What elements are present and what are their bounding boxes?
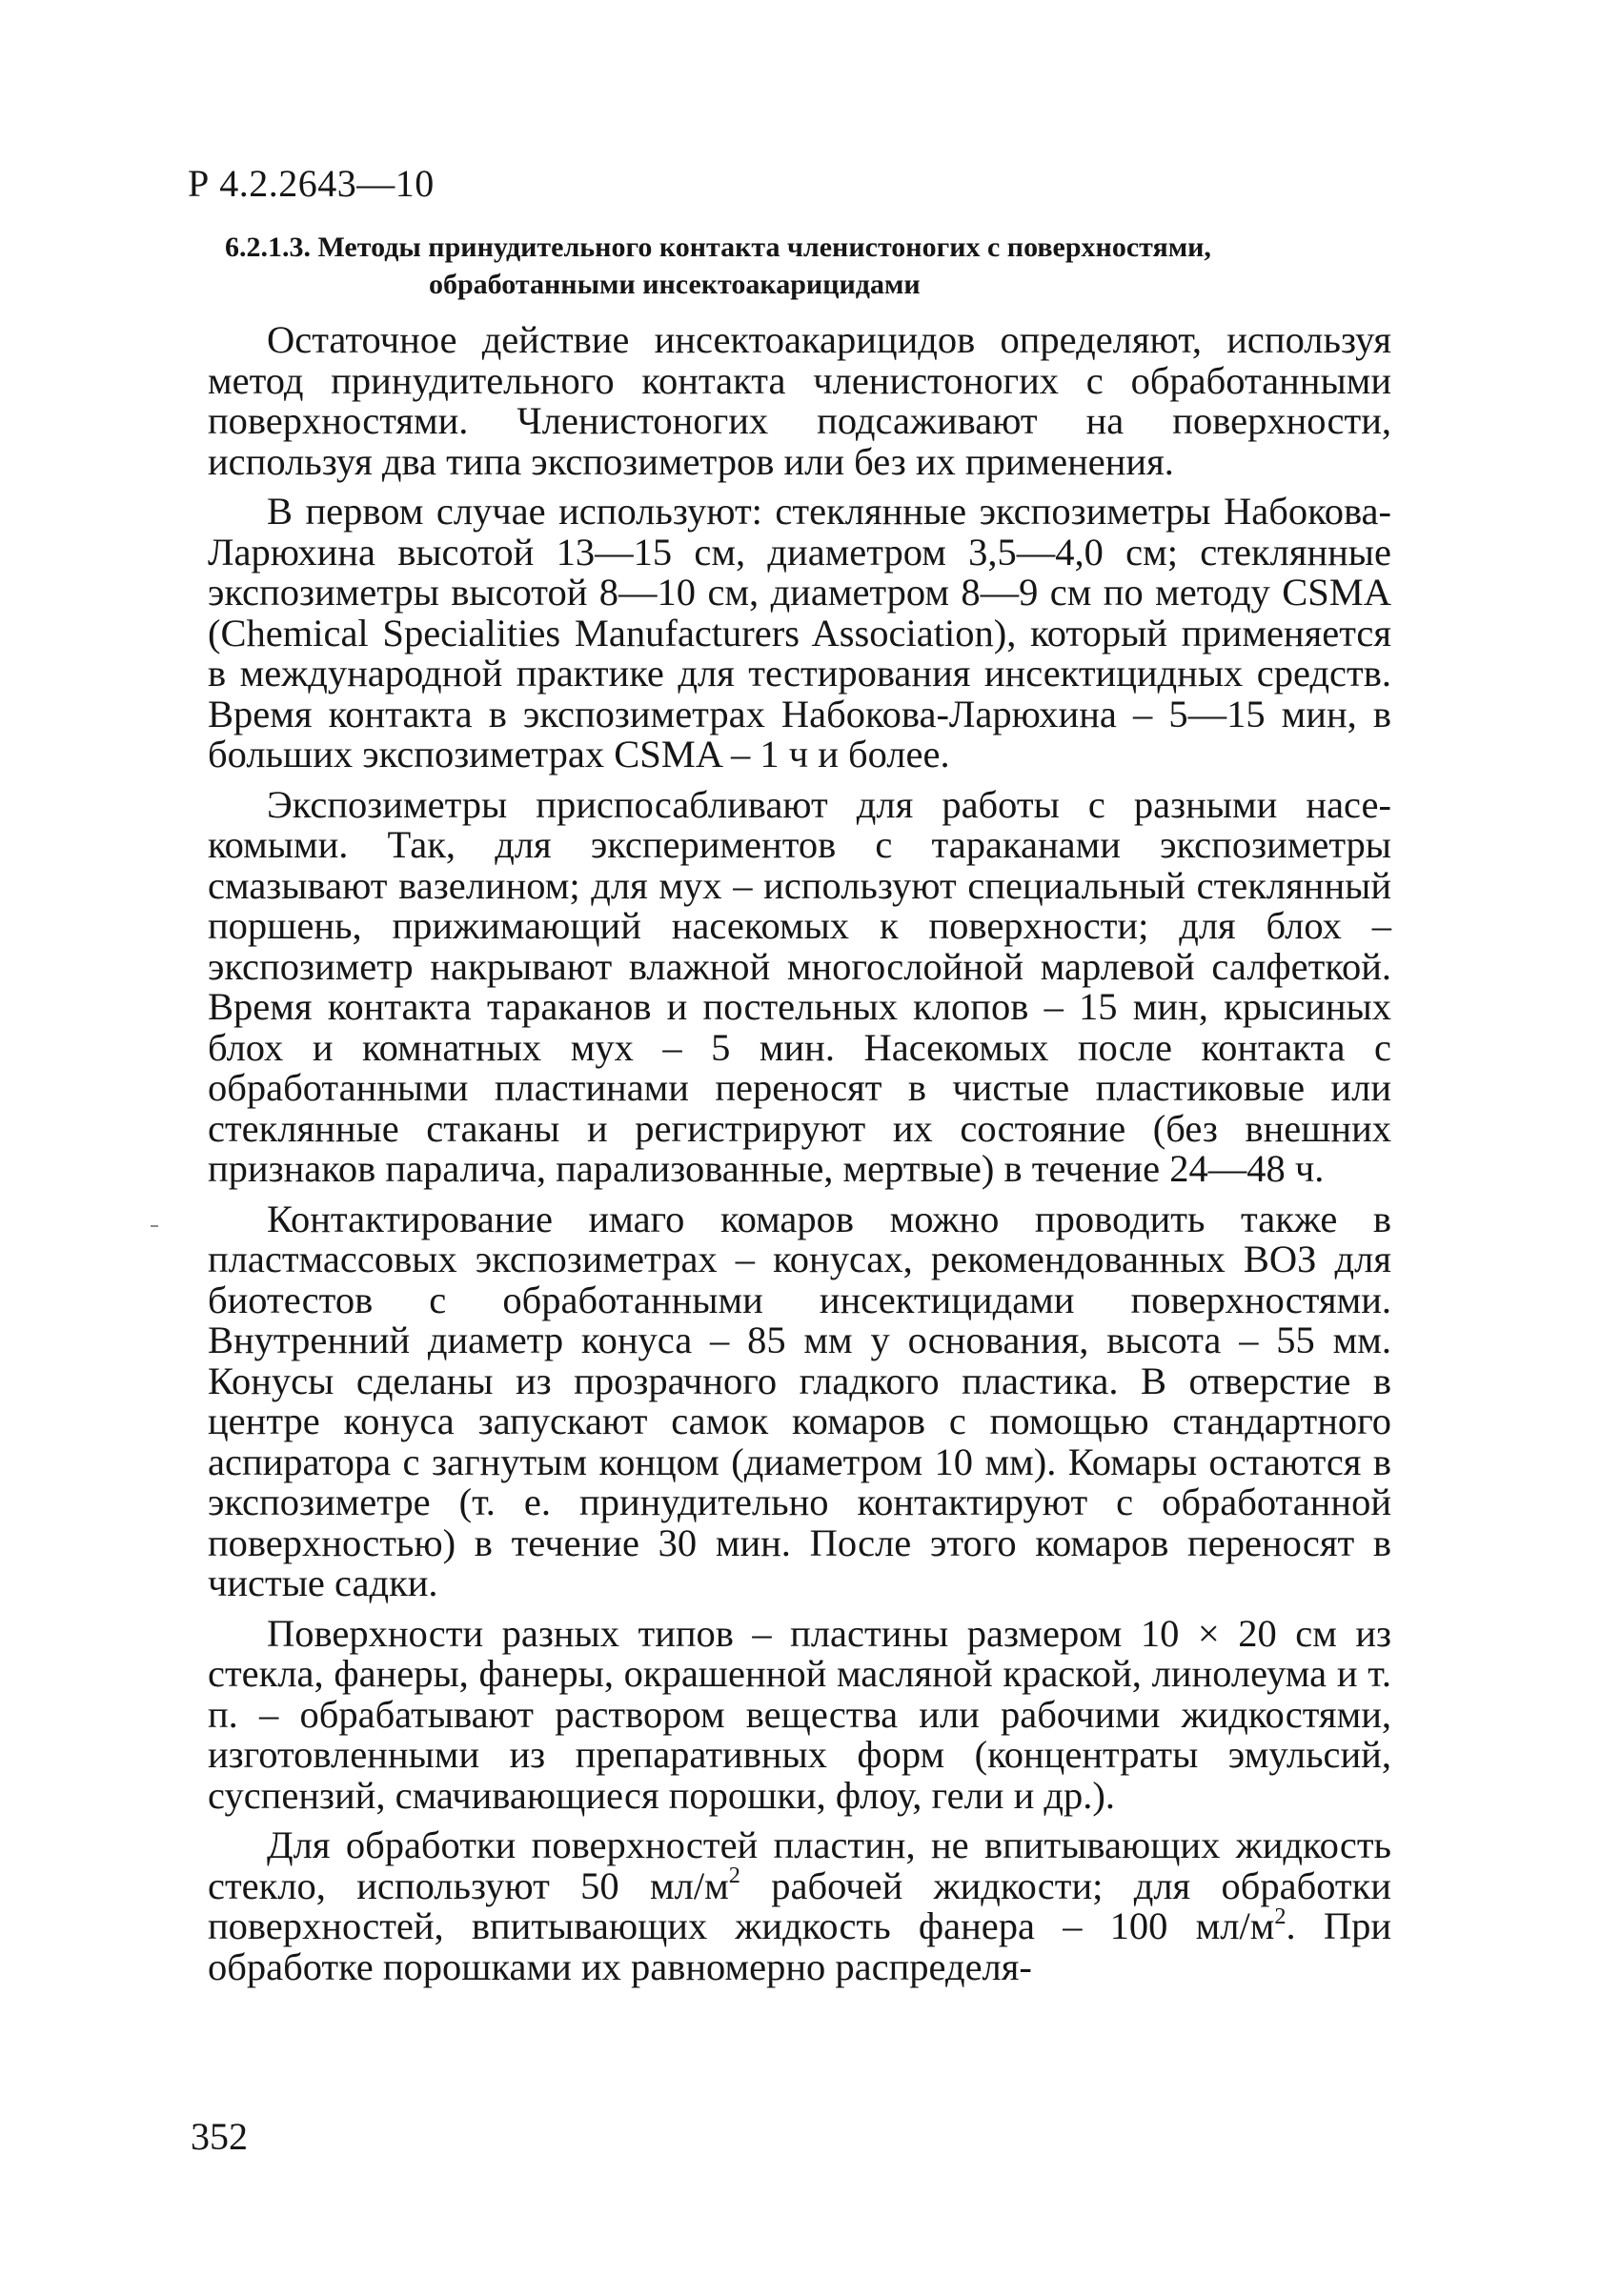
superscript: 2 xyxy=(728,1863,740,1888)
document-code: Р 4.2.2643—10 xyxy=(188,162,435,205)
paragraph: Остаточное действие инсектоакарицидов определяют, используя метод принудительного контакта членистоногих с обработанными поверхностями. Членистоногих подсаживают на поверхности, используя два типа экспозиметров или без их применения. xyxy=(208,318,1391,483)
text-run: рабочей жидкости; для обработки поверхностей, впитывающих жидкость фанера – 100 мл/м xyxy=(208,1863,1391,1947)
section-heading-line-1: 6.2.1.3. Методы принудительного контакта членистоногих с поверхностями, xyxy=(225,232,1211,263)
paragraph: В первом случае используют: стеклянные экспозиметры Набокова-Ларюхина высотой 13—15 см, диаметром 3,5—4,0 см; стеклянные экспозиметры высотой 8—10 см, диаметром 8—9 см по методу CSMA (Chemical Specialities Manufacturers Association), который применяется в международной практике для тестирования инсектицидных средств. Время контакта в экспозиметрах Набокова-Ларюхина – 5—15 мин, в больших экспозиметрах CSMA – 1 ч и более. xyxy=(208,490,1391,775)
paragraph-last xyxy=(208,1825,1391,1987)
section-heading xyxy=(225,229,1389,303)
superscript: 2 xyxy=(1274,1903,1287,1929)
body-text xyxy=(208,320,1391,1987)
page-number: 352 xyxy=(191,2115,248,2158)
section-heading-line-2: обработанными инсектоакарицидами xyxy=(429,269,921,300)
text-run: Для обработки поверхностей пластин, не впитывающих жидкость стекло, используют 50 мл/м xyxy=(208,1823,1391,1907)
paragraph: Поверхности разных типов – пластины размером 10 × 20 см из стекла, фанеры, фанеры, окрашенной масляной краской, линолеума и т. п. – обрабатывают раствором вещества или рабочими жидкостями, изготовленными из препаративных форм (концентраты эмульсий, суспензий, смачивающиеся порошки, флоу, гели и др.). xyxy=(208,1611,1391,1817)
margin-mark xyxy=(151,1225,158,1227)
paragraph: Экспозиметры приспосабливают для работы с разными насекомыми. Так, для экспериментов с тараканами экспозиметры смазывают вазелином; для мух – используют специальный стеклянный поршень, прижимающий насекомых к поверхности; для блох – экспозиметр накрывают влажной многослойной марлевой салфеткой. Время контакта тараканов и постельных клопов – 15 мин, крысиных блох и комнатных мух – 5 мин. Насекомых после контакта с обработанными пластинами переносят в чистые пластиковые или стеклянные стаканы и регистрируют их состояние (без внешних признаков паралича, парализованные, мертвые) в течение 24—48 ч. xyxy=(208,782,1391,1190)
text-run: . При обработке порошками их равномерно распределя- xyxy=(208,1904,1392,1988)
paragraph: Контактирование имаго комаров можно проводить также в пластмассовых экспозиметрах – конусах, рекомендованных ВОЗ для биотестов с обработанными инсектицидами поверхностями. Внутренний диаметр конуса – 85 мм у основания, высота – 55 мм. Конусы сделаны из прозрачного гладкого пластика. В отверстие в центре конуса запускают самок комаров с помощью стандартного аспиратора с загнутым концом (диаметром 10 мм). Комары остаются в экспозиметре (т. е. принудительно контактируют с обработанной поверхностью) в течение 30 мин. После этого комаров переносят в чистые садки. xyxy=(208,1197,1391,1604)
